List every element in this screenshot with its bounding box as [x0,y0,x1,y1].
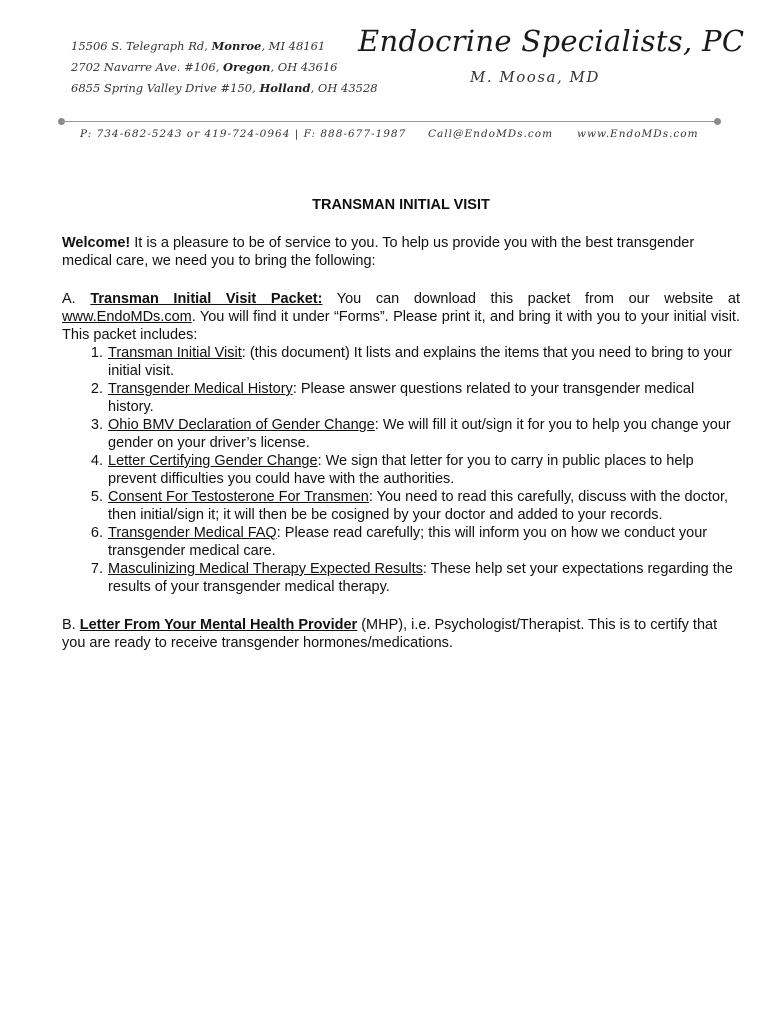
section-a-intro [62,290,740,344]
section-a [62,290,740,596]
document-title: TRANSMAN INITIAL VISIT [312,197,490,213]
rule-endpoint-right [714,118,721,125]
address-street: 15506 S. Telegraph Rd, [71,39,212,53]
address-street: 2702 Navarre Ave. #106, [71,60,223,74]
contact-phone-fax: P: 734-682-5243 or 419-724-0964 | F: 888-677-1987 [80,128,407,140]
list-item-text: : We will fill it out/sign it for you to help you change your gender on your driver’s license. [108,417,731,451]
list-item [107,344,740,380]
contact-website[interactable]: www.EndoMDs.com [577,128,699,140]
section-b-text: (MHP), i.e. Psychologist/Therapist. This is to certify that you are ready to receive transgender hormones/medications. [62,617,718,651]
list-item-title: Ohio BMV Declaration of Gender Change [108,417,375,433]
welcome-text: It is a pleasure to be of service to you. To help us provide you with the best transgender medical care, we need you to bring the following: [62,235,695,269]
list-item-text: : Please answer questions related to your transgender medical history. [108,381,695,415]
section-a-prefix: A. [62,291,91,307]
list-item-text: : You need to read this carefully, discuss with the doctor, then initial/sign it; it will then be be cosigned by your doctor and added to your records. [108,489,729,523]
list-item [107,560,740,596]
welcome-heading: Welcome! [62,235,131,251]
list-item-title: Transgender Medical History [108,381,293,397]
letterhead [0,0,770,150]
address-street: 6855 Spring Valley Drive #150, [71,81,260,95]
list-item-text: : We sign that letter for you to carry in public places to help prevent difficulties you could have with the authorities. [108,453,694,487]
address-city: Monroe [211,39,262,53]
document-body [62,196,740,672]
address-state-zip: , OH 43528 [310,81,378,95]
website-link[interactable]: www.EndoMDs.com [62,309,192,325]
address-city: Holland [259,81,311,95]
section-b-prefix: B. [62,617,80,633]
address-line [71,78,378,99]
list-item [107,452,740,488]
list-item-title: Transman Initial Visit [108,345,242,361]
list-item-title: Masculinizing Medical Therapy Expected Results [108,561,423,577]
section-a-heading: Transman Initial Visit Packet: [90,291,323,307]
doctor-name: M. Moosa, MD [470,68,600,86]
section-a-text: You can download this packet from our website at [322,291,741,307]
office-addresses [71,36,378,99]
packet-contents-list [62,344,740,596]
list-item-text: : Please read carefully; this will inform you on how we conduct your transgender medical care. [108,525,708,559]
section-b [62,616,740,652]
letterhead-divider [62,121,718,122]
list-item-title: Consent For Testosterone For Transmen [108,489,369,505]
list-item-text: : These help set your expectations regarding the results of your transgender medical therapy. [108,561,733,595]
address-line [71,57,378,78]
list-item-text: : (this document) It lists and explains the items that you need to bring to your initial visit. [108,345,732,379]
contact-email[interactable]: Call@EndoMDs.com [428,128,554,140]
address-line [71,36,378,57]
list-item-title: Transgender Medical FAQ [108,525,277,541]
list-item [107,488,740,524]
section-a-text: . You will find it under “Forms”. Please print it, and bring it with you to your initial visit. This packet includes: [62,309,740,343]
list-item [107,380,740,416]
list-item-title: Letter Certifying Gender Change [108,453,318,469]
section-b-heading: Letter From Your Mental Health Provider [79,617,358,633]
list-item [107,416,740,452]
address-state-zip: , MI 48161 [261,39,326,53]
list-item [107,524,740,560]
welcome-paragraph [62,234,740,270]
practice-name: Endocrine Specialists, PC [358,24,745,58]
address-state-zip: , OH 43616 [270,60,338,74]
address-city: Oregon [223,60,271,74]
